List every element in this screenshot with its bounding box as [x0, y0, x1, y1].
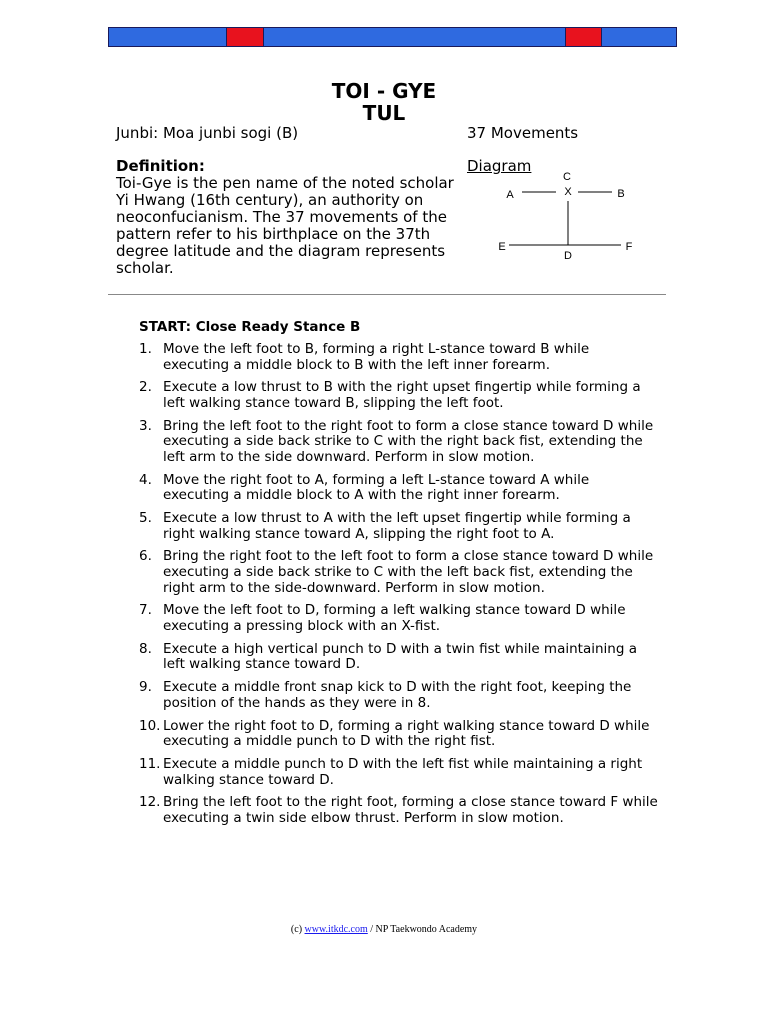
movements-count: 37 Movements: [467, 124, 579, 142]
diagram-label-e: E: [498, 241, 506, 253]
step-text: Execute a low thrust to A with the left upset fingertip while forming a right walking stance toward A, slipping the right foot to A.: [163, 510, 631, 542]
bar-red-segment: [565, 28, 602, 46]
list-item: [139, 342, 659, 373]
step-number: 7.: [139, 602, 152, 619]
diagram-heading: Diagram: [467, 157, 532, 175]
footer-suffix: / NP Taekwondo Academy: [367, 924, 478, 935]
step-number: 2.: [139, 379, 152, 396]
footer-prefix: (c): [290, 924, 305, 935]
header-color-bar: [108, 27, 677, 47]
bar-blue-segment: [109, 28, 226, 46]
step-text: Execute a high vertical punch to D with a twin fist while maintaining a left walking stance toward D.: [163, 640, 637, 673]
step-number: 6.: [139, 548, 152, 565]
list-item: [139, 642, 659, 673]
step-text: Bring the left foot to the right foot to form a close stance toward D while executing a side back strike to C with the right back fist, extending the left arm to the side downward. Perform in slow motion.: [163, 417, 654, 465]
diagram-label-x: X: [564, 186, 572, 198]
step-text: Bring the left foot to the right foot, forming a close stance toward F while executing a twin side elbow thrust. Perform in slow motion.: [163, 794, 658, 826]
list-item: [139, 511, 659, 542]
list-item: [139, 795, 659, 826]
diagram-label-d: D: [564, 250, 572, 262]
list-item: [139, 603, 659, 634]
step-text: Move the left foot to D, forming a left walking stance toward D while executing a pressing block with an X-fist.: [163, 602, 626, 635]
start-heading: START: Close Ready Stance B: [139, 319, 361, 335]
list-item: [139, 380, 659, 411]
step-text: Move the left foot to B, forming a right L-stance toward B while executing a middle block to B with the left inner forearm.: [163, 341, 590, 373]
diagram-label-c: C: [563, 171, 571, 183]
step-text: Execute a middle front snap kick to D with the right foot, keeping the position of the hands as they were in 8.: [163, 679, 632, 711]
pattern-diagram: [495, 168, 640, 268]
list-item: [139, 757, 659, 788]
diagram-label-f: F: [625, 241, 633, 253]
page-title: [0, 80, 768, 124]
step-text: Execute a low thrust to B with the right upset fingertip while forming a left walking stance toward B, slipping the left foot.: [163, 379, 641, 411]
diagram-label-b: B: [617, 188, 625, 200]
step-text: Execute a middle punch to D with the left fist while maintaining a right walking stance toward D.: [163, 755, 643, 788]
step-text: Move the right foot to A, forming a left L-stance toward A while executing a middle block to A with the right inner forearm.: [163, 471, 590, 504]
list-item: [139, 719, 659, 750]
diagram-label-a: A: [506, 189, 514, 201]
section-divider: [108, 294, 666, 295]
title-line-2: TUL: [362, 101, 406, 125]
step-number: 9.: [139, 679, 152, 696]
step-number: 4.: [139, 471, 152, 488]
title-line-1: TOI - GYE: [331, 79, 437, 103]
definition-text: Toi-Gye is the pen name of the noted scholar Yi Hwang (16th century), an authority on neoconfucianism. The 37 movements of the pattern refer to his birthplace on the 37th degree latitude and the diagram represents scholar.: [116, 174, 454, 277]
step-number: 10.: [139, 717, 161, 734]
list-item: [139, 473, 659, 504]
step-number: 8.: [139, 640, 152, 657]
junbi-text: Junbi: Moa junbi sogi (B): [116, 124, 299, 142]
step-number: 3.: [139, 417, 152, 434]
list-item: [139, 549, 659, 596]
step-number: 1.: [139, 341, 152, 357]
step-number: 5.: [139, 510, 152, 527]
definition-heading: Definition:: [116, 157, 205, 175]
step-number: 11.: [139, 755, 161, 772]
step-text: Lower the right foot to D, forming a right walking stance toward D while executing a middle punch to D with the right fist.: [163, 717, 650, 750]
bar-blue-segment: [264, 28, 565, 46]
footer-copyright: [0, 924, 768, 935]
list-item: [139, 680, 659, 711]
bar-blue-segment: [602, 28, 676, 46]
step-number: 12.: [139, 794, 161, 811]
step-text: Bring the right foot to the left foot to form a close stance toward D while executing a side back strike to C with the left back fist, extending the right arm to the side-downward. Perform in slow motion.: [163, 548, 654, 596]
footer-link[interactable]: www.itkdc.com: [304, 924, 368, 935]
bar-red-segment: [226, 28, 264, 46]
list-item: [139, 419, 659, 466]
movement-list: [139, 342, 659, 834]
